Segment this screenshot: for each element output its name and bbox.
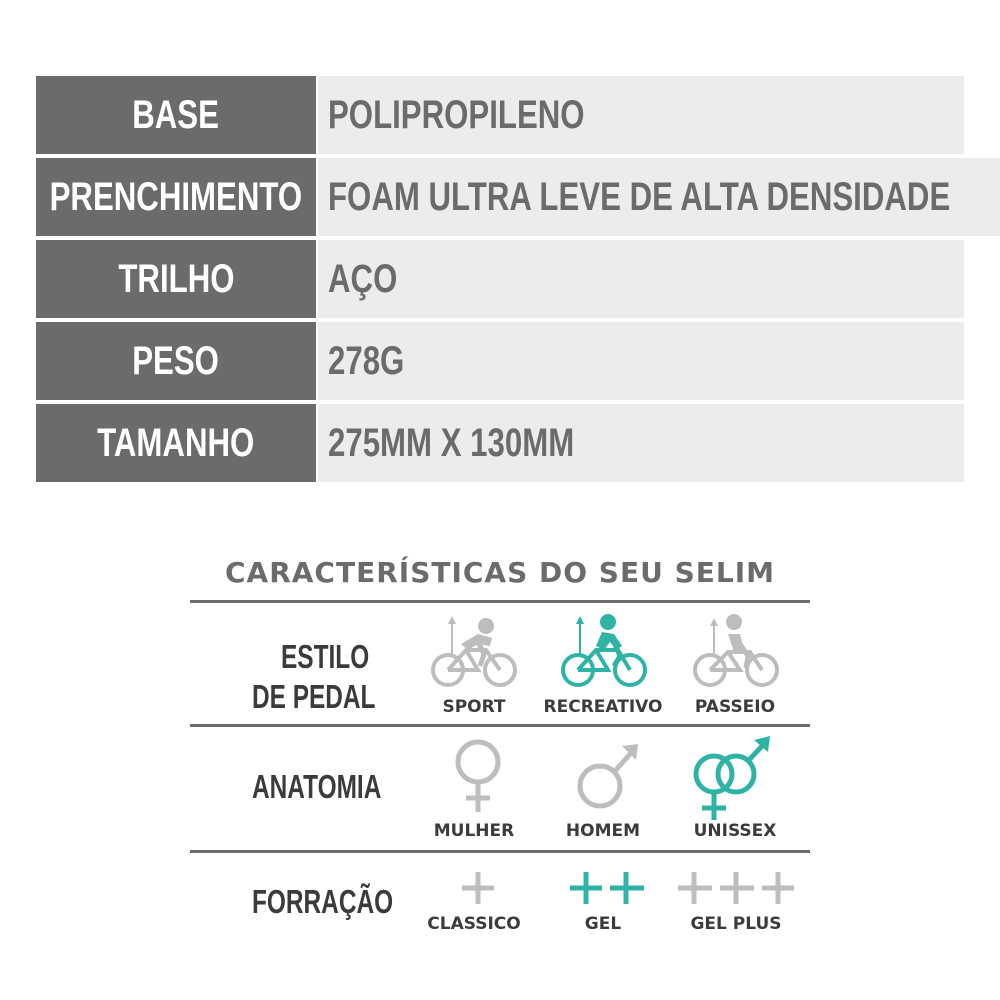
option-label-homem: HOMEM <box>565 821 641 841</box>
spec-row-tamanho <box>36 404 964 482</box>
spec-row-base <box>36 76 964 154</box>
spec-label: TAMANHO <box>36 404 316 482</box>
spec-row-prenchimento <box>36 158 964 236</box>
plus-classic-icon <box>460 870 496 906</box>
cyclist-recreational-icon <box>558 612 650 690</box>
cyclist-leisure-icon <box>690 612 782 690</box>
option-label-sport: SPORT <box>442 697 506 717</box>
option-label-recreativo: RECREATIVO <box>543 697 663 717</box>
option-label-gel-plus: GEL PLUS <box>690 914 782 934</box>
padding-label: FORRAÇÃO <box>252 883 394 920</box>
spec-value: 275MM X 130MM <box>318 404 964 482</box>
cyclist-sport-icon <box>428 614 520 690</box>
spec-label: BASE <box>36 76 316 154</box>
anatomy-label: ANATOMIA <box>252 768 382 805</box>
option-label-unissex: UNISSEX <box>693 821 777 841</box>
characteristics-title: CARACTERÍSTICAS DO SEU SELIM <box>224 556 775 589</box>
option-label-passeio: PASSEIO <box>694 697 776 717</box>
spec-label: PRENCHIMENTO <box>36 158 316 236</box>
spec-label: TRILHO <box>36 240 316 318</box>
spec-value: FOAM ULTRA LEVE DE ALTA DENSIDADE <box>318 158 1000 236</box>
option-label-classico: CLASSICO <box>427 914 521 934</box>
pedal-style-label-line1: ESTILO <box>281 638 370 675</box>
male-symbol-icon <box>574 742 640 812</box>
divider <box>190 724 810 727</box>
spec-value: AÇO <box>318 240 964 318</box>
divider <box>190 850 810 853</box>
option-label-gel: GEL <box>584 914 622 934</box>
plus-gel-plus-icon <box>676 870 796 906</box>
female-symbol-icon <box>450 738 506 814</box>
divider <box>190 600 810 603</box>
spec-value: POLIPROPILENO <box>318 76 964 154</box>
spec-value: 278G <box>318 322 964 400</box>
option-label-mulher: MULHER <box>433 821 515 841</box>
spec-table <box>36 76 964 486</box>
spec-label: PESO <box>36 322 316 400</box>
plus-gel-icon <box>568 870 646 906</box>
unisex-symbol-icon <box>688 734 774 824</box>
spec-row-peso <box>36 322 964 400</box>
pedal-style-label-line2: DE PEDAL <box>252 678 376 715</box>
spec-row-trilho <box>36 240 964 318</box>
